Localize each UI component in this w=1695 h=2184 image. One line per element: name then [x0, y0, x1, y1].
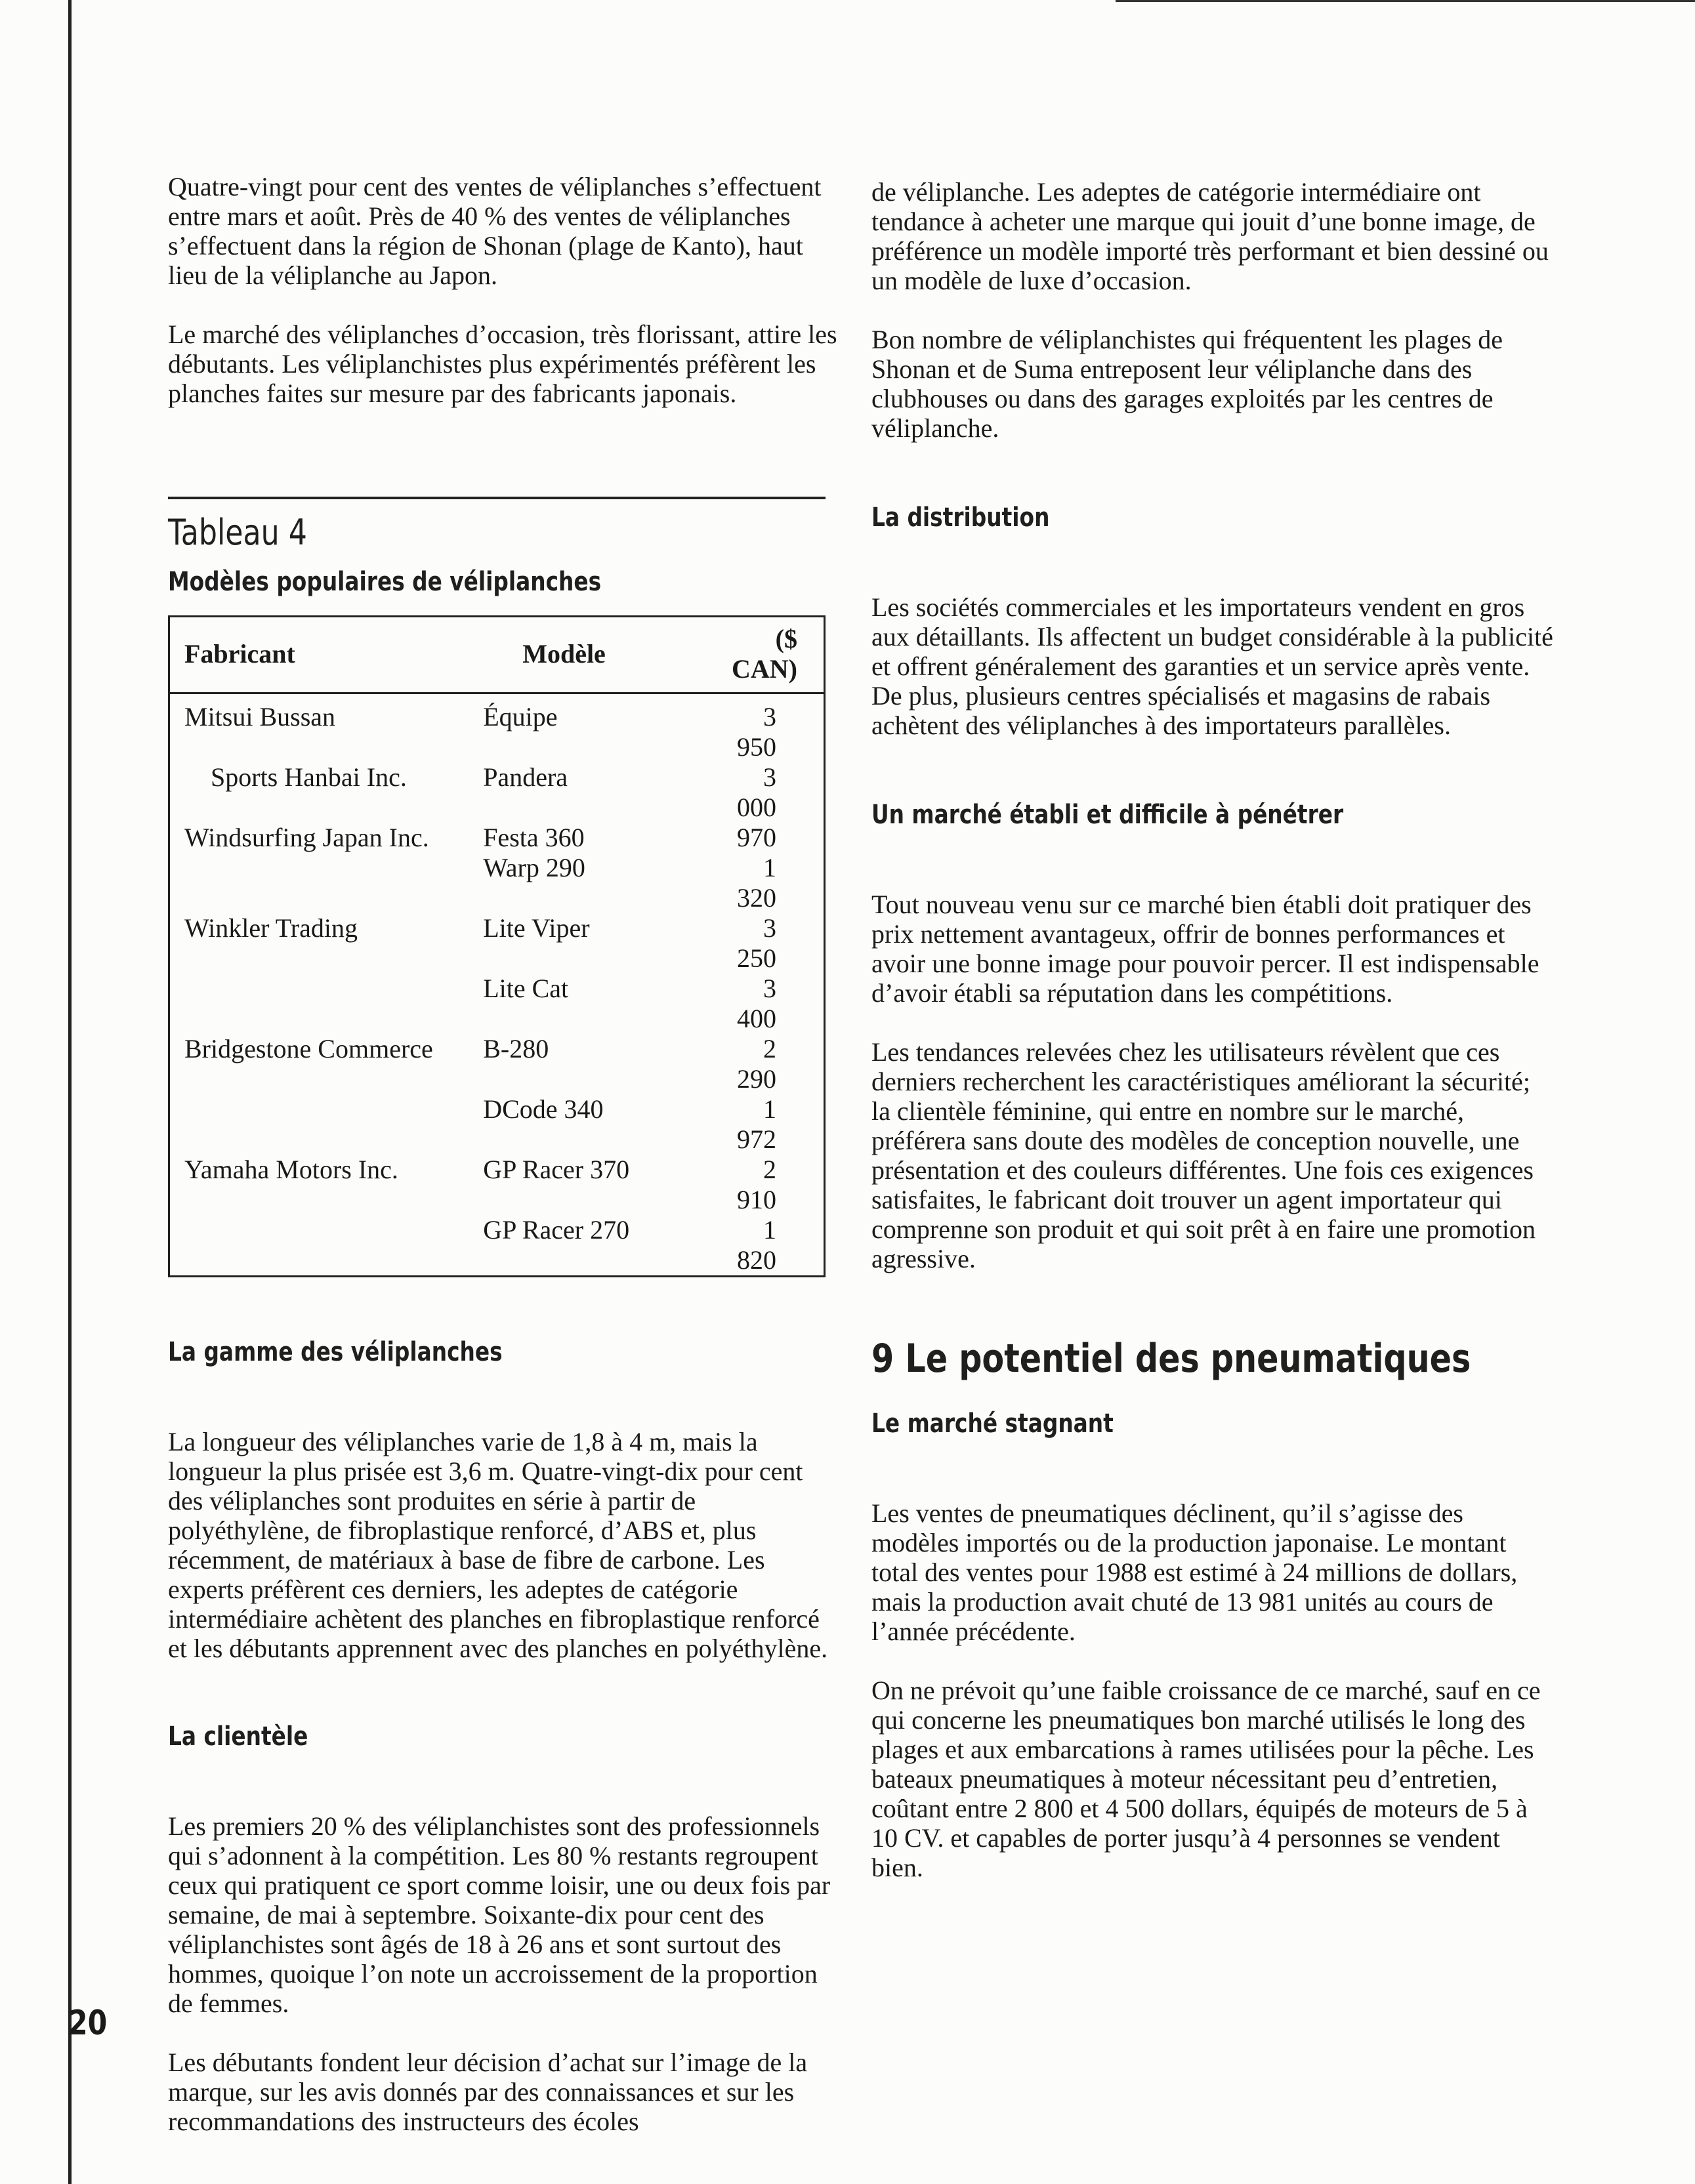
column-header-modele: Modèle: [483, 617, 732, 693]
cell-modele: Lite Cat: [483, 974, 569, 1003]
cell-modele: Pandera: [483, 762, 568, 792]
cell-modele: GP Racer 370: [483, 1155, 630, 1184]
cell-modele: Warp 290: [483, 853, 585, 882]
column-header-fabricant: Fabricant: [169, 617, 484, 693]
cell-fabricant: Windsurfing Japan Inc.: [184, 823, 429, 852]
cell-fabricant: [169, 974, 484, 1034]
cell-prix: 1 820: [737, 1215, 776, 1275]
cell-fabricant: Mitsui Bussan: [184, 702, 336, 731]
table-row: [169, 762, 825, 823]
paragraph-stagnant-2: On ne prévoit qu’une faible croissance de ce marché, sauf en ce qui concerne les pneumatiques bon marché utilisés le long des plages et aux embarcations à rames utilisées pour la pêche. Les bateaux pneumatiques à moteur nécessitant peu d’entretien, coûtant entre 2 800 et 4 500 dollars, équipés de moteurs de 5 à 10 CV. et capables de porter jusqu’à 4 personnes se vendent bien.: [871, 1676, 1541, 1882]
paragraph-distribution: Les sociétés commerciales et les importateurs vendent en gros aux détaillants. Ils affectent un budget considérable à la publicité et offrent généralement des garanties et un service après vente. De plus, plusieurs centres spécialisés et magasins de rabais achètent des véliplanches à des importateurs parallèles.: [871, 592, 1553, 740]
cell-modele: GP Racer 270: [483, 1215, 630, 1245]
cell-modele: B-280: [483, 1034, 549, 1063]
left-column: [168, 172, 837, 2136]
heading-clientele: La clientèle: [168, 1721, 308, 1752]
cell-fabricant: [169, 1215, 484, 1277]
paragraph-continuation: de véliplanche. Les adeptes de catégorie intermédiaire ont tendance à acheter une marque qui jouit d’une bonne image, de préférence un modèle importé très performant et bien dessiné ou un modèle de luxe d’occasion.: [871, 177, 1549, 295]
cell-modele: DCode 340: [483, 1094, 604, 1124]
cell-prix: 2 910: [737, 1155, 776, 1214]
heading-gamme: La gamme des véliplanches: [168, 1337, 503, 1367]
cell-prix: 3 400: [737, 974, 776, 1033]
cell-fabricant: Yamaha Motors Inc.: [184, 1155, 398, 1184]
cell-prix: 3 950: [737, 702, 776, 762]
cell-prix: 1 320: [737, 853, 776, 913]
table-row: [169, 823, 825, 853]
page-number: 20: [68, 2004, 108, 2043]
models-table: [168, 615, 826, 1277]
column-header-prix: ($ CAN): [732, 617, 824, 693]
table-row: [169, 913, 825, 974]
page-top-rule: [1116, 0, 1695, 2]
cell-fabricant: Sports Hanbai Inc.: [211, 762, 407, 792]
table-row: [169, 1155, 825, 1215]
paragraph-ventes: Quatre-vingt pour cent des ventes de véliplanches s’effectuent entre mars et août. Près de 40 % des ventes de véliplanches s’effectuent dans la région de Shonan (plage de Kanto), haut lieu de la véliplanche au Japon.: [168, 172, 822, 290]
cell-prix: 970: [737, 823, 776, 852]
paragraph-clientele-1: Les premiers 20 % des véliplanchistes sont des professionnels qui s’adonnent à la compétition. Les 80 % restants regroupent ceux qui pratiquent ce sport comme loisir, une ou deux fois par semaine, de mai à septembre. Soixante-dix pour cent des véliplanchistes sont âgés de 18 à 26 ans et sont surtout des hommes, quoique l’on note un accroissement de la proportion de femmes.: [168, 1811, 831, 2018]
table-header-row: [169, 617, 825, 693]
paragraph-gamme: La longueur des véliplanches varie de 1,8 à 4 m, mais la longueur la plus prisée est 3,6 m. Quatre-vingt-dix pour cent des véliplanches sont produites en série à partir de polyéthylène, de fibroplastique renforcé, d’ABS et, plus récemment, de matériaux à base de fibre de carbone. Les experts préfèrent ces derniers, les adeptes de catégorie intermédiaire achètent des planches en fibroplastique renforcé et les débutants apprennent avec des planches en polyéthylène.: [168, 1427, 828, 1663]
paragraph-stagnant-1: Les ventes de pneumatiques déclinent, qu’il s’agisse des modèles importés ou de la production japonaise. Le montant total des ventes pour 1988 est estimé à 24 millions de dollars, mais la production avait chuté de 13 981 unités au cours de l’année précédente.: [871, 1498, 1518, 1646]
paragraph-marche-1: Tout nouveau venu sur ce marché bien établi doit pratiquer des prix nettement avantageux, offrir de bonnes performances et avoir une bonne image pour pouvoir percer. Il est indispensable d’avoir établi sa réputation dans les compétitions.: [871, 890, 1539, 1008]
cell-modele: Lite Viper: [483, 913, 590, 943]
cell-modele: Festa 360: [483, 823, 585, 852]
table-row: [169, 693, 825, 763]
paragraph-marche-2: Les tendances relevées chez les utilisateurs révèlent que ces derniers recherchent les caractéristiques améliorant la sécurité; la clientèle féminine, qui entre en nombre sur le marché, préférera sans doute des modèles de conception nouvelle, une présentation et des couleurs différentes. Une fois ces exigences satisfaites, le fabricant doit trouver un agent importateur qui comprenne son produit et qui soit prêt à en faire une promotion agressive.: [871, 1037, 1536, 1273]
paragraph-occasion: Le marché des véliplanches d’occasion, très florissant, attire les débutants. Les véliplanchistes plus expérimentés préfèrent les planches faites sur mesure par des fabricants japonais.: [168, 319, 837, 408]
section-title: 9 Le potentiel des pneumatiques: [871, 1336, 1471, 1382]
heading-distribution: La distribution: [871, 503, 1050, 533]
cell-prix: 3 250: [737, 913, 776, 973]
table-row: [169, 1094, 825, 1155]
right-column: [871, 177, 1554, 1882]
heading-marche-stagnant: Le marché stagnant: [871, 1409, 1114, 1439]
table-row: [169, 974, 825, 1034]
heading-marche-etabli: Un marché établi et difficile à pénétrer: [871, 800, 1344, 830]
table-title: Tableau 4: [168, 512, 307, 553]
cell-prix: 2 290: [737, 1034, 776, 1094]
table-row: [169, 1034, 825, 1094]
cell-fabricant: [169, 1094, 484, 1155]
cell-prix: 1 972: [737, 1094, 776, 1154]
cell-fabricant: [169, 853, 484, 913]
table-row: [169, 853, 825, 913]
paragraph-shonan: Bon nombre de véliplanchistes qui fréquentent les plages de Shonan et de Suma entreposent leur véliplanche dans des clubhouses ou dans des garages exploités par les centres de véliplanche.: [871, 325, 1503, 443]
table-row: [169, 1215, 825, 1277]
cell-fabricant: Winkler Trading: [184, 913, 358, 943]
table-subtitle: Modèles populaires de véliplanches: [168, 567, 602, 597]
table-top-rule: [168, 497, 826, 499]
paragraph-clientele-2: Les débutants fondent leur décision d’achat sur l’image de la marque, sur les avis donnés par des connaissances et sur les recommandations des instructeurs des écoles: [168, 2048, 808, 2136]
cell-prix: 3 000: [737, 762, 776, 822]
page-edge-line: [68, 0, 72, 2184]
cell-fabricant: Bridgestone Commerce: [184, 1034, 433, 1063]
cell-modele: Équipe: [483, 702, 558, 731]
